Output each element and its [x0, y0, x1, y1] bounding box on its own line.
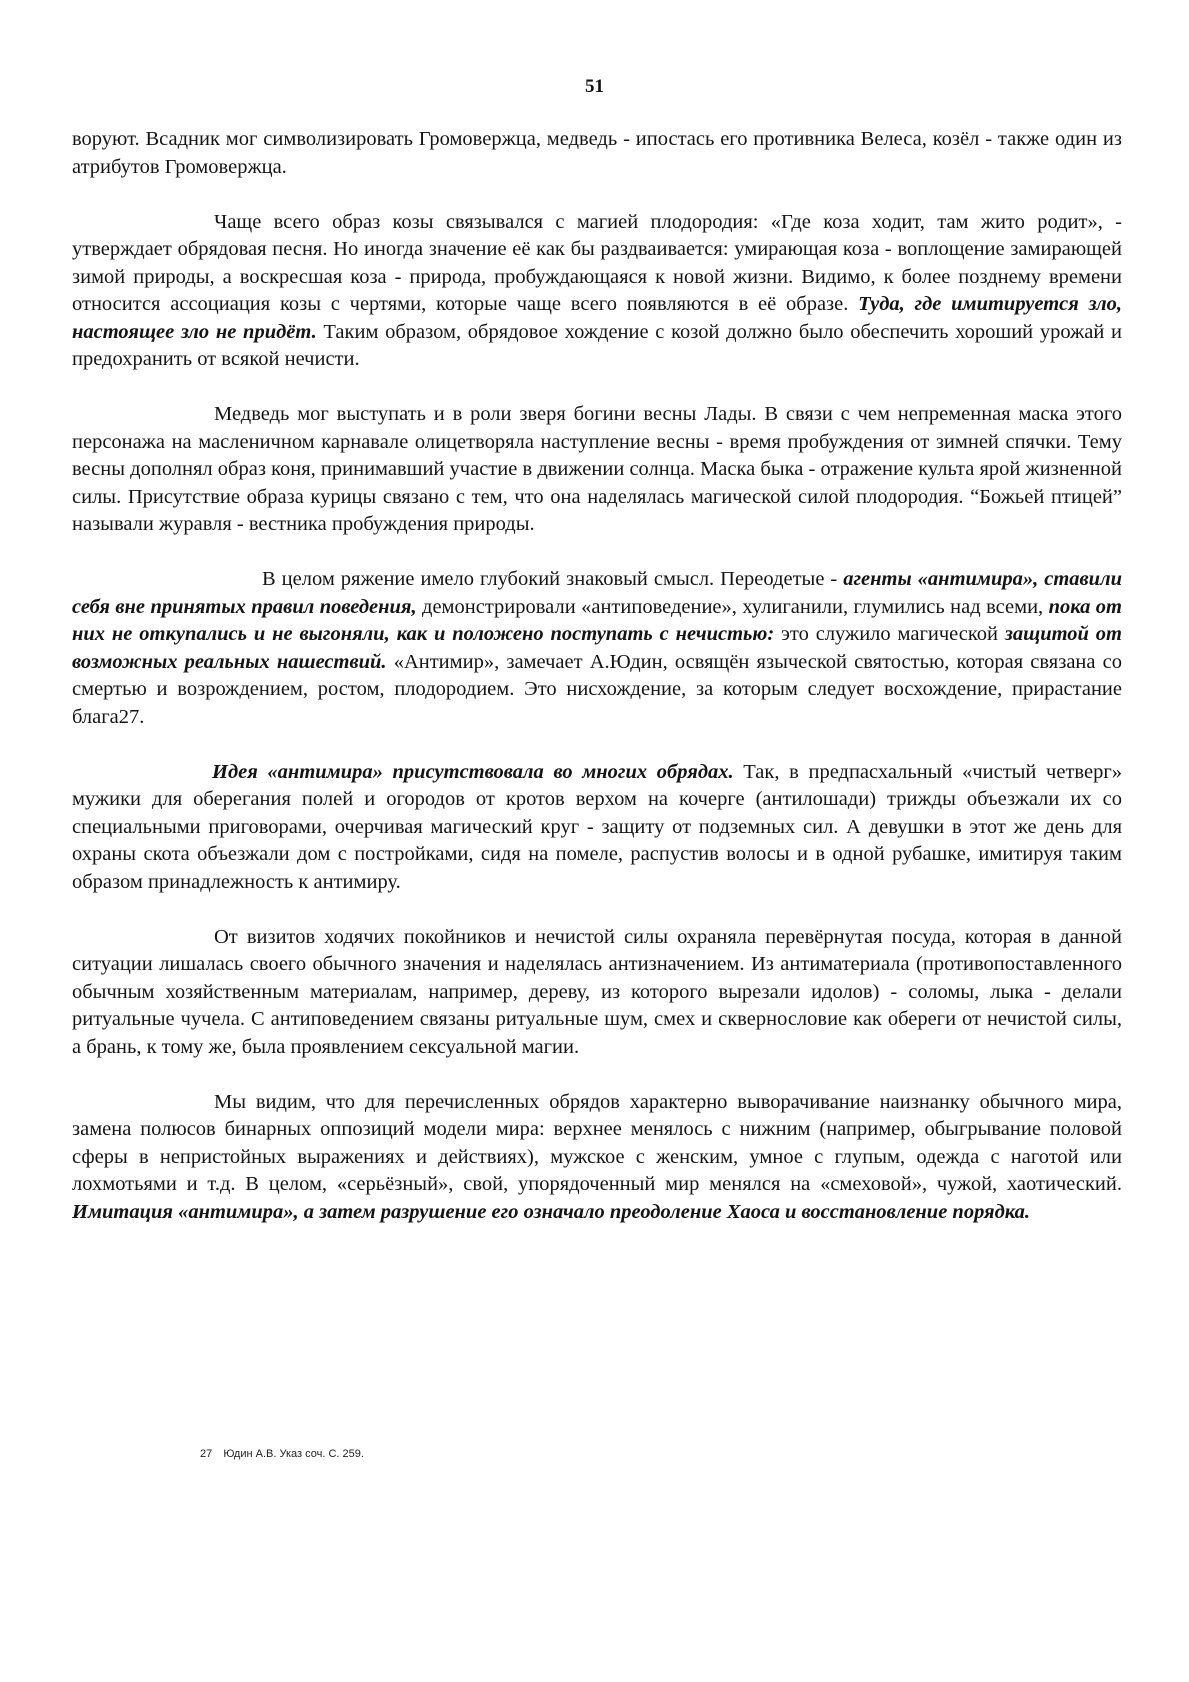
body-text: От визитов ходячих покойников и нечистой силы охраняла перевёрнутая посуда, которая в данной ситуации лишалась своего обычного значения и наделялась антизначением. Из антиматериала (противопоставленного обычным хозяйственным материалам, например, дереву, из которого вырезали идолов) - соломы, лыка - делали ритуальные чучела. С антиповедением связаны ритуальные шум, смех и сквернословие как обереги от нечистой силы, а брань, к тому же, была проявлением сексуальной магии. — [72, 925, 1122, 1058]
body-text: это служило магической — [774, 623, 1005, 645]
body-text: воруют. Всадник мог символизировать Громовержца, медведь - ипостась его противника Велеса, козёл - также один из атрибутов Громовержца. — [72, 128, 1122, 178]
footnote-mark: 27 — [200, 1448, 213, 1460]
body-text: демонстрировали «антиповедение», хулиганили, глумились над всеми, — [416, 595, 1049, 618]
emphasized-text: пока от них не откупались и не выгоняли, как и положено поступать с нечистью: — [72, 595, 1123, 645]
body-text: В целом ряжение имело глубокий знаковый смысл. Переодетые - — [262, 568, 844, 590]
body-text: «Антимир», замечает А.Юдин, освящён языческой святостью, которая связана со смертью и возрождением, ростом, плодородием. Это нисхождение, за которым следует восхождение, прирастание блага27. — [72, 650, 1122, 728]
body-text: Мы видим, что для перечисленных обрядов характерно выворачивание наизнанку обычного мира, замена полюсов бинарных оппозиций модели мира: верхнее менялось с нижним (например, обыгрывание половой сферы в непристойных выражениях и действиях), мужское с женским, умное с глупым, одежда с наготой или лохмотьями и т.д. В целом, «серьёзный», свой, упорядоченный мир менялся на «смеховой», чужой, хаотический. — [72, 1090, 1122, 1195]
footnote-text: Юдин А.В. Указ соч. С. 259. — [223, 1448, 364, 1460]
paragraph-antiworld-rituals — [72, 759, 1122, 897]
paragraph-inverted-vessels — [72, 924, 1122, 1062]
emphasized-text: Идея «антимира» присутствовала во многих обрядах. — [212, 760, 734, 783]
body-text: Медведь мог выступать и в роли зверя богини весны Лады. В связи с чем непременная маска этого персонажа на масленичном карнавале олицетворяла наступление весны - время пробуждения от зимней спячки. Тему весны дополнял образ коня, принимавший участие в движении солнца. Маска быка - отражение культа ярой жизненной силы. Присутствие образа курицы связано с тем, что она наделялась магической силой плодородия. “Божьей птицей” называли журавля - вестника пробуждения природы. — [72, 403, 1122, 535]
emphasized-text: Имитация «антимира», а затем разрушение его означало преодоление Хаоса и восстановление порядка. — [72, 1200, 1031, 1223]
paragraph-goat-fertility — [72, 209, 1122, 374]
page-number: 51 — [585, 76, 604, 97]
emphasized-text: Туда, где имитируется зло, настоящее зло не придёт. — [72, 293, 1122, 343]
paragraph-continuation — [72, 126, 1122, 181]
body-text: Чаще всего образ козы связывался с магией плодородия: «Где коза ходит, там жито родит», - утверждает обрядовая песня. Но иногда значение её как бы раздваивается: умирающая коза - воплощение замирающей зимой природы, а воскресшая коза - природа, пробуждающаяся к новой жизни. Видимо, к более позднему времени относится ассоциация козы с чертями, которые чаще всего появляются в её образе. — [72, 210, 1122, 315]
body-text: Так, в предпасхальный «чистый четверг» мужики для оберегания полей и огородов от кротов верхом на кочерге (антилошади) трижды объезжали их со специальными приговорами, очерчивая магический круг - защиту от подземных сил. А девушки в этот же день для охраны скота объезжали дом с постройками, сидя на помеле, распустив волосы и в одной рубашке, имитируя таким образом принадлежность к антимиру. — [72, 760, 1122, 893]
paragraph-bear-spring — [72, 401, 1122, 539]
paragraph-conclusion — [72, 1089, 1122, 1227]
emphasized-text: защитой от возможных реальных нашествий. — [72, 623, 1123, 673]
emphasized-text: агенты «антимира», ставили себя вне принятых правил поведения, — [72, 568, 1122, 618]
paragraph-mumming-meaning — [72, 566, 1122, 731]
footnote — [200, 1448, 364, 1460]
body-text: Таким образом, обрядовое хождение с козой должно было обеспечить хороший урожай и предохранить от всякой нечисти. — [72, 320, 1122, 370]
document-body — [72, 126, 1122, 1254]
